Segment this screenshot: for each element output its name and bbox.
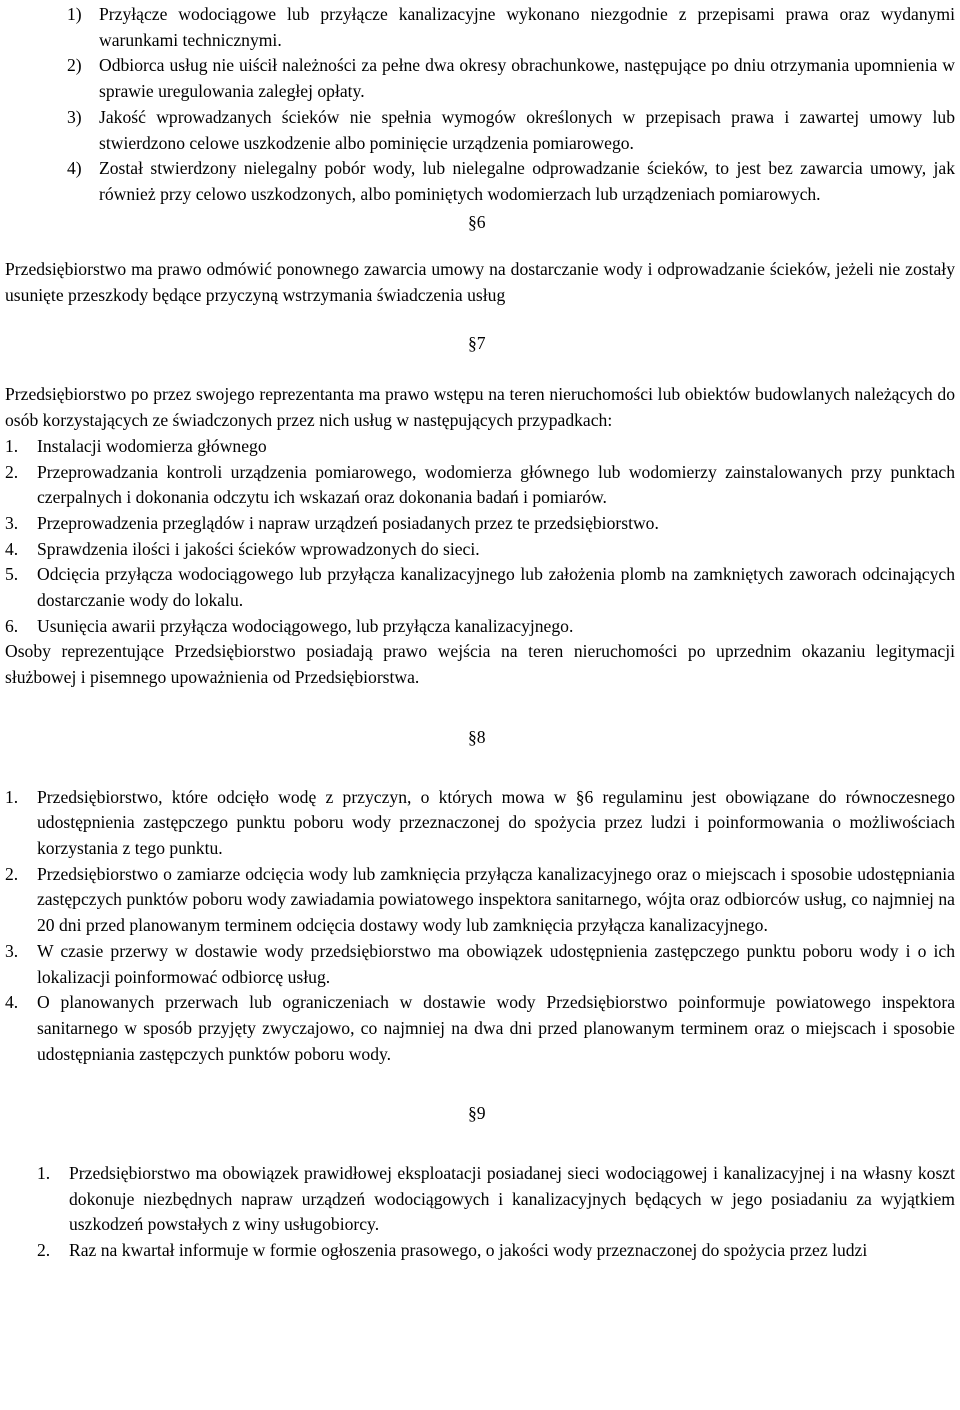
document-page: [5, 2, 955, 1264]
section-8-list: [5, 785, 955, 1068]
list-item-text: Przyłącze wodociągowe lub przyłącze kanalizacyjne wykonano niezgodnie z przepisami prawa oraz wydanymi warunkami technicznymi.: [99, 4, 955, 50]
list-item: [5, 990, 955, 1067]
list-item-number: 1.: [37, 1163, 51, 1184]
conditions-list: [5, 2, 955, 208]
section-7-outro: Osoby reprezentujące Przedsiębiorstwo posiadają prawo wejścia na teren nieruchomości po uprzednim okazaniu legitymacji służbowej i pisemnego upoważnienia od Przedsiębiorstwa.: [5, 641, 955, 688]
list-item-number: 2.: [5, 863, 19, 884]
list-item-number: 2.: [5, 461, 19, 482]
section-8-heading: §8: [468, 726, 486, 747]
list-item-number: 1.: [5, 435, 19, 456]
list-item-number: 1): [67, 4, 82, 24]
list-item: [5, 1161, 955, 1238]
list-item: [5, 2, 955, 53]
list-item-number: 4): [67, 158, 82, 179]
list-item-number: 4.: [5, 992, 19, 1013]
list-item: [5, 537, 955, 563]
list-item: [5, 460, 955, 511]
list-item-text: Instalacji wodomierza głównego: [37, 435, 267, 456]
list-item-number: 1.: [5, 786, 19, 807]
list-item: [5, 562, 955, 613]
list-item-text: Odcięcia przyłącza wodociągowego lub przyłącza kanalizacyjnego lub założenia plomb na zamkniętych zaworach odcinających dostarczanie wody do lokalu.: [37, 564, 955, 611]
list-item-number: 6.: [5, 615, 19, 636]
list-item-text: W czasie przerwy w dostawie wody przedsiębiorstwo ma obowiązek udostępnienia zastępczego punktu poboru wody i o ich lokalizacji poinformować odbiorcę usług.: [37, 940, 955, 987]
section-9-list: [5, 1161, 955, 1264]
list-item: [5, 862, 955, 939]
list-item-text: Przedsiębiorstwo o zamiarze odcięcia wody lub zamknięcia przyłącza kanalizacyjnego oraz o miejscach i sposobie udostępniania zastępczych punktów poboru wody zawiadamia powiatowego inspektora sanitarnego, wójta oraz odbiorców usług, co najmniej na 20 dni przed planowanym terminem odcięcia dostawy wody lub zamknięcia przyłącza kanalizacyjnego.: [37, 863, 955, 936]
list-item: [5, 785, 955, 862]
list-item: [5, 105, 955, 156]
list-item: [5, 939, 955, 990]
list-item-text: Przeprowadzenia przeglądów i napraw urządzeń posiadanych przez te przedsiębiorstwo.: [37, 512, 659, 533]
list-item: [5, 1238, 955, 1264]
list-item-number: 2): [67, 55, 82, 76]
section-6-text: Przedsiębiorstwo ma prawo odmówić ponownego zawarcia umowy na dostarczanie wody i odprowadzanie ścieków, jeżeli nie zostały usunięte przeszkody będące przyczyną wstrzymania świadczenia usług: [5, 259, 955, 306]
list-item: [5, 614, 955, 640]
section-7-list: [5, 434, 955, 640]
list-item-text: Usunięcia awarii przyłącza wodociągowego, lub przyłącza kanalizacyjnego.: [37, 615, 574, 636]
list-item-number: 5.: [5, 564, 19, 585]
section-6-heading: §6: [468, 211, 486, 232]
list-item-text: Przeprowadzania kontroli urządzenia pomiarowego, wodomierza głównego lub wodomierzy zainstalowanych przy punktach czerpalnych i dokonania odczytu ich wskazań oraz dokonania badań i pomiarów.: [37, 461, 955, 508]
list-item-text: Raz na kwartał informuje w formie ogłoszenia prasowego, o jakości wody przeznaczonej do spożycia przez ludzi: [69, 1240, 868, 1261]
list-item: [5, 53, 955, 104]
list-item-number: 3.: [5, 940, 19, 961]
section-7-heading: §7: [468, 332, 486, 353]
list-item-text: Sprawdzenia ilości i jakości ścieków wprowadzonych do sieci.: [37, 538, 480, 559]
list-item-text: Odbiorca usług nie uiścił należności za pełne dwa okresy obrachunkowe, następujące po dniu otrzymania upomnienia w sprawie uregulowania zaległej opłaty.: [99, 55, 955, 102]
list-item-number: 4.: [5, 538, 19, 559]
list-item-text: Został stwierdzony nielegalny pobór wody, lub nielegalne odprowadzanie ścieków, to jest bez zawarcia umowy, jak również przy celowo uszkodzonych, albo pominiętych wodomierzach lub urządzeniach pomiarowych.: [99, 158, 955, 204]
list-item-text: Przedsiębiorstwo, które odcięło wodę z przyczyn, o których mowa w §6 regulaminu jest obowiązane do równoczesnego udostępnienia zastępczego punktu poboru wody przeznaczonej do spożycia przez ludzi i poinformowania o możliwościach korzystania z tego punktu.: [37, 786, 955, 858]
list-item-text: O planowanych przerwach lub ograniczeniach w dostawie wody Przedsiębiorstwo poinformuje powiatowego inspektora sanitarnego w sposób przyjęty zwyczajowo, co najmniej na dwa dni przed planowanym terminem oraz o miejscach i sposobie udostępniania zastępczych punktów poboru wody.: [37, 992, 955, 1064]
list-item-number: 2.: [37, 1240, 51, 1261]
section-7-intro: Przedsiębiorstwo po przez swojego reprezentanta ma prawo wstępu na teren nieruchomości lub obiektów budowlanych należących do osób korzystających ze świadczonych przez nich usług w następujących przypadkach:: [5, 384, 955, 431]
section-9-heading: §9: [468, 1103, 486, 1124]
list-item-number: 3.: [5, 512, 19, 533]
list-item-text: Przedsiębiorstwo ma obowiązek prawidłowej eksploatacji posiadanej sieci wodociągowej i kanalizacyjnej i na własny koszt dokonuje niezbędnych napraw urządzeń wodociągowych i kanalizacyjnych będących w jego posiadaniu za wyjątkiem uszkodzeń powstałych z winy usługobiorcy.: [69, 1163, 955, 1235]
list-item-text: Jakość wprowadzanych ścieków nie spełnia wymogów określonych w przepisach prawa i zawartej umowy lub stwierdzono celowe uszkodzenie albo pominięcie urządzenia pomiarowego.: [99, 106, 955, 153]
list-item-number: 3): [67, 106, 82, 127]
list-item: [5, 511, 955, 537]
list-item: [5, 434, 955, 460]
list-item: [5, 156, 955, 207]
